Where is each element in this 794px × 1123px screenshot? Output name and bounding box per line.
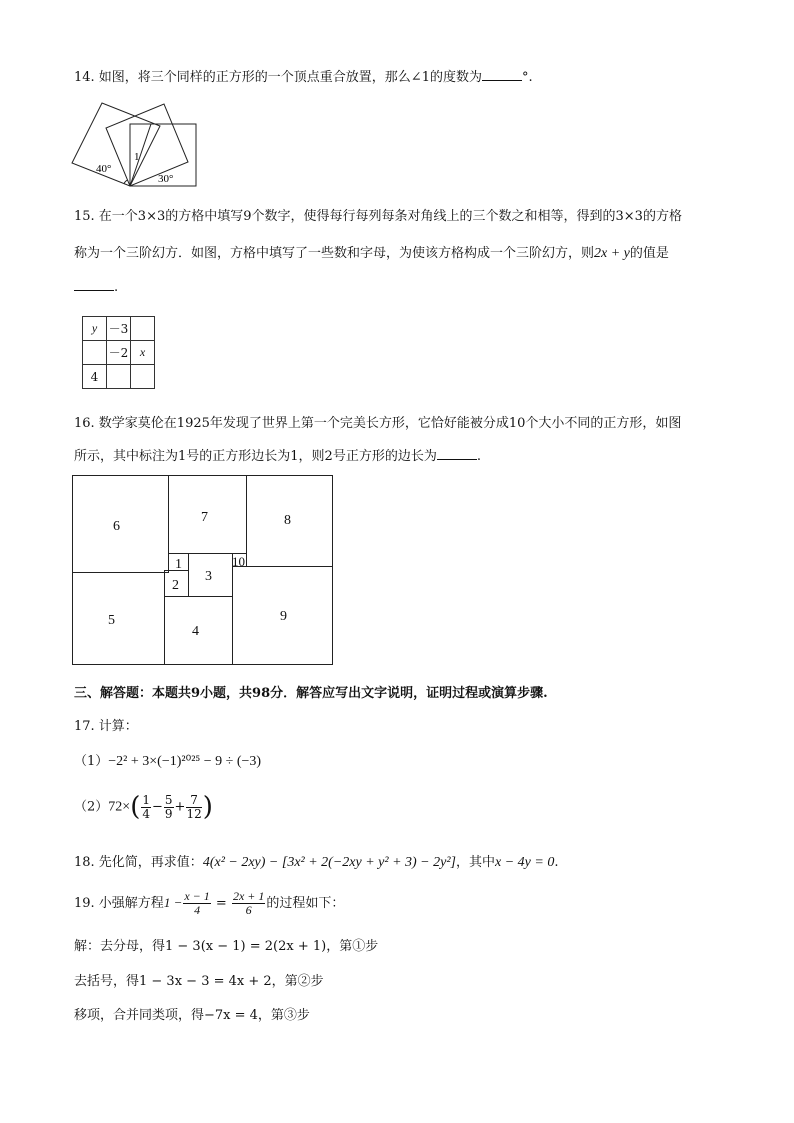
angle-1-label: 1 [134, 151, 140, 163]
cell [131, 317, 155, 341]
label-10: 10 [232, 554, 245, 569]
q14-text: 14. 如图，将三个同样的正方形的一个顶点重合放置，那么∠1的度数为 °. [74, 70, 533, 85]
cell: 4 [83, 365, 107, 389]
q18-text: 18. 先化简，再求值：4(x² − 2xy) − [3x² + 2(−2xy + y² + 3) − 2y²]，其中x − 4y = 0. [74, 855, 559, 870]
label-1: 1 [175, 557, 182, 572]
q14-answer-blank[interactable] [482, 68, 522, 81]
cell [131, 365, 155, 389]
square-6 [73, 476, 169, 573]
label-8: 8 [284, 513, 291, 528]
perfect-rectangle-figure [72, 475, 334, 666]
label-5: 5 [108, 613, 115, 628]
q19-step1: 解：去分母，得1 − 3(x − 1) = 2(2x + 1)，第①步 [74, 939, 379, 954]
q15-line3: . [74, 278, 118, 295]
fraction: $\frac{7}{12}$ [186, 792, 202, 821]
label-4: 4 [192, 624, 199, 639]
q15-line1: 15. 在一个3×3的方格中填写9个数字，使得每行每列每条对角线上的三个数之和相等，得到的3×3的方格 [74, 209, 682, 224]
q16-line1: 16. 数学家莫伦在1925年发现了世界上第一个完美长方形，它恰好能被分成10个大小不同的正方形，如图 [74, 416, 682, 431]
q17-part1: （1）−2² + 3×(−1)²⁰²⁵ − 9 ÷ (−3) [74, 754, 262, 769]
fraction: $\frac{5}{9}$ [164, 792, 173, 821]
outer-rectangle [73, 476, 333, 665]
label-6: 6 [113, 519, 120, 534]
angle-30-label: 30° [158, 173, 174, 185]
q19-text: 19. 小强解方程1 − $\frac{x - 1}{4}$ = $\frac{2x + 1}{6}$ 的过程如下： [74, 889, 345, 917]
cell [107, 365, 131, 389]
q16-line2: 所示，其中标注为1号的正方形边长为1，则2号正方形的边长为 . [74, 449, 481, 464]
q19-step3: 移项，合并同类项，得−7x = 4，第③步 [74, 1008, 310, 1023]
angle-40-label: 40° [96, 163, 112, 175]
q15-answer-blank[interactable] [74, 278, 114, 291]
label-2: 2 [172, 578, 179, 593]
section-3-heading: 三、解答题：本题共9小题，共98分．解答应写出文字说明，证明过程或演算步骤. [74, 686, 548, 701]
cell: －2 [107, 341, 131, 365]
q18-condition: x − 4y = 0 [495, 855, 555, 870]
q15-line2: 称为一个三阶幻方．如图，方格中填写了一些数和字母，为使该方格构成一个三阶幻方，则2x + y的值是 [74, 246, 669, 261]
fraction: $\frac{1}{4}$ [142, 792, 150, 821]
fraction: $\frac{x - 1}{4}$ [184, 889, 210, 917]
label-7: 7 [201, 510, 208, 525]
square-middle [106, 104, 188, 186]
square-5 [73, 573, 165, 665]
q18-expression: 4(x² − 2xy) − [3x² + 2(−2xy + y² + 3) − 2y²] [202, 855, 456, 870]
cell: y [83, 317, 107, 341]
q15-expression: 2x + y [594, 246, 630, 261]
q14-figure [68, 98, 203, 190]
cell [83, 341, 107, 365]
label-3: 3 [205, 569, 212, 584]
q19-step2: 去括号，得1 − 3x − 3 = 4x + 2，第②步 [74, 974, 324, 989]
label-9: 9 [280, 609, 287, 624]
q16-answer-blank[interactable] [437, 447, 477, 460]
magic-square [82, 316, 155, 389]
square-left [72, 103, 160, 186]
fraction: $\frac{2x + 1}{6}$ [232, 889, 265, 917]
q17-part2: （2）72×( $\frac{1}{4}$ − $\frac{5}{9}$ + $\frac{7}{12}$ ) [74, 792, 213, 822]
cell: －3 [107, 317, 131, 341]
q17-part1-expression: −2² + 3×(−1)²⁰²⁵ − 9 ÷ (−3) [108, 754, 262, 769]
cell: x [131, 341, 155, 365]
q17-title: 17. 计算： [74, 719, 138, 734]
